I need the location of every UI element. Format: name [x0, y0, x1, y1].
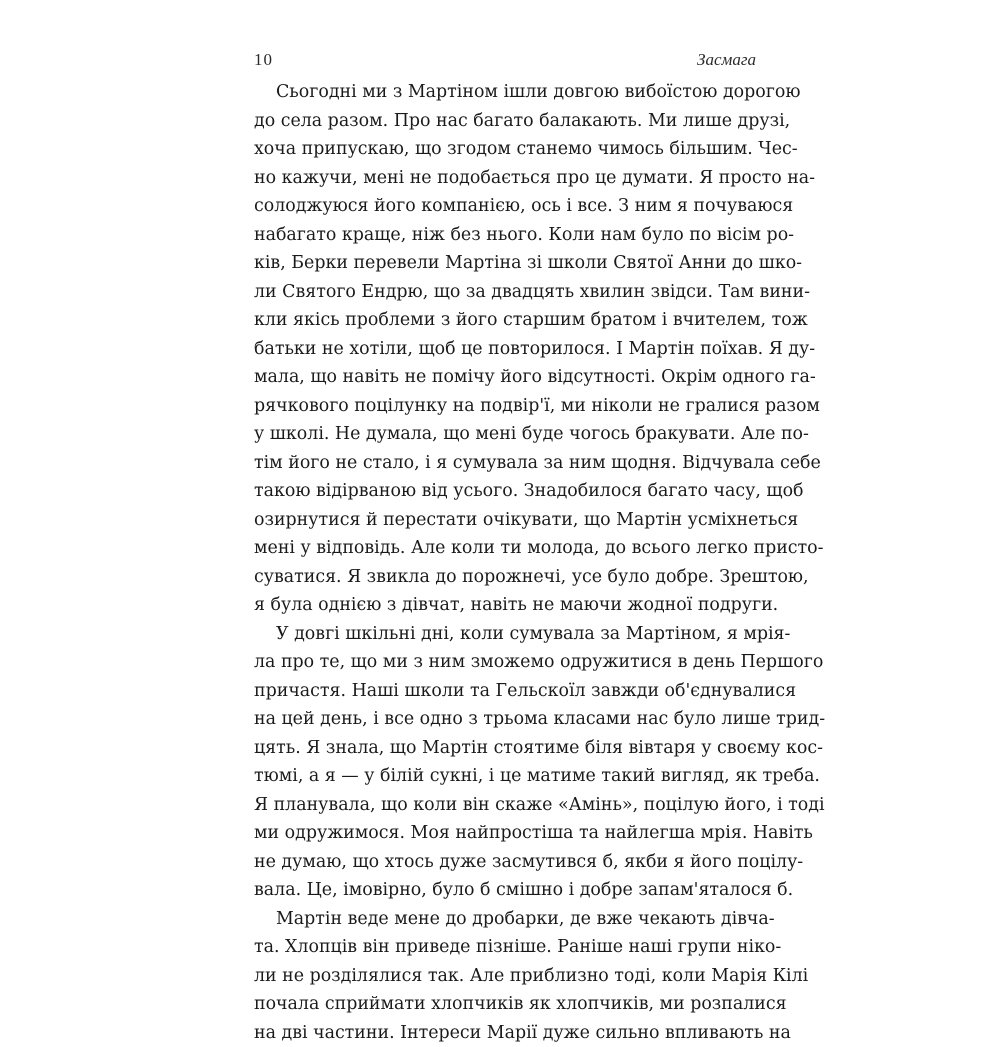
text-line: ків, Берки перевели Мартіна зі школи Святої Анни до шко-	[254, 249, 757, 278]
text-line: причастя. Наші школи та Гельскоїл завжди об'єднувалися	[254, 677, 757, 706]
text-line: вала. Це, імовірно, було б смішно і добре запам'яталося б.	[254, 876, 757, 905]
text-line: У довгі шкільні дні, коли сумувала за Мартіном, я мрія-	[254, 620, 757, 649]
text-line: на дві частини. Інтереси Марії дуже сильно впливають на	[254, 1019, 757, 1047]
text-line: та. Хлопців він приведе пізніше. Раніше наші групи ніко-	[254, 933, 757, 962]
section-title: Засмага	[697, 50, 756, 70]
text-line: кли якісь проблеми з його старшим братом і вчителем, тож	[254, 306, 757, 335]
text-line: батьки не хотіли, щоб це повторилося. І Мартін поїхав. Я ду-	[254, 335, 757, 364]
text-line: ми одружимося. Моя найпростіша та найлегша мрія. Навіть	[254, 819, 757, 848]
text-line: Сьогодні ми з Мартіном ішли довгою вибоїстою дорогою	[254, 78, 757, 107]
text-line: хоча припускаю, що згодом станемо чимось більшим. Чес-	[254, 135, 757, 164]
text-line: почала сприймати хлопчиків як хлопчиків, ми розпалися	[254, 990, 757, 1019]
text-line: но кажучи, мені не подобається про це думати. Я просто на-	[254, 164, 757, 193]
text-line: тюмі, а я — у білій сукні, і це матиме такий вигляд, як треба.	[254, 762, 757, 791]
text-line: мені у відповідь. Але коли ти молода, до всього легко присто-	[254, 534, 757, 563]
text-line: ли Святого Ендрю, що за двадцять хвилин звідси. Там вини-	[254, 278, 757, 307]
text-line: до села разом. Про нас багато балакають. Ми лише друзі,	[254, 107, 757, 136]
text-line: набагато краще, ніж без нього. Коли нам було по вісім ро-	[254, 221, 757, 250]
text-line: мала, що навіть не помічу його відсутності. Окрім одного га-	[254, 363, 757, 392]
text-line: я була однією з дівчат, навіть не маючи жодної подруги.	[254, 591, 757, 620]
text-line: цять. Я знала, що Мартін стоятиме біля вівтаря у своєму кос-	[254, 734, 757, 763]
text-line: у школі. Не думала, що мені буде чогось бракувати. Але по-	[254, 420, 757, 449]
body-text	[254, 78, 757, 1047]
text-line: такою відірваною від усього. Знадобилося багато часу, щоб	[254, 477, 757, 506]
text-line: Я планувала, що коли він скаже «Амінь», поцілую його, і тоді	[254, 791, 757, 820]
text-line: солоджуюся його компанією, ось і все. З ним я почуваюся	[254, 192, 757, 221]
text-line: озирнутися й перестати очікувати, що Мартін усміхнеться	[254, 506, 757, 535]
running-head	[254, 50, 756, 74]
text-line: на цей день, і все одно з трьома класами нас було лише трид-	[254, 705, 757, 734]
text-line: не думаю, що хтось дуже засмутився б, якби я його поцілу-	[254, 848, 757, 877]
text-line: ла про те, що ми з ним зможемо одружитися в день Першого	[254, 648, 757, 677]
text-line: Мартін веде мене до дробарки, де вже чекають дівча-	[254, 905, 757, 934]
text-line: рячкового поцілунку на подвір'ї, ми ніколи не гралися разом	[254, 392, 757, 421]
page-number: 10	[254, 50, 273, 70]
text-line: тім його не стало, і я сумувала за ним щодня. Відчувала себе	[254, 449, 757, 478]
text-line: ли не розділялися так. Але приблизно тоді, коли Марія Кілі	[254, 962, 757, 991]
text-line: суватися. Я звикла до порожнечі, усе було добре. Зрештою,	[254, 563, 757, 592]
